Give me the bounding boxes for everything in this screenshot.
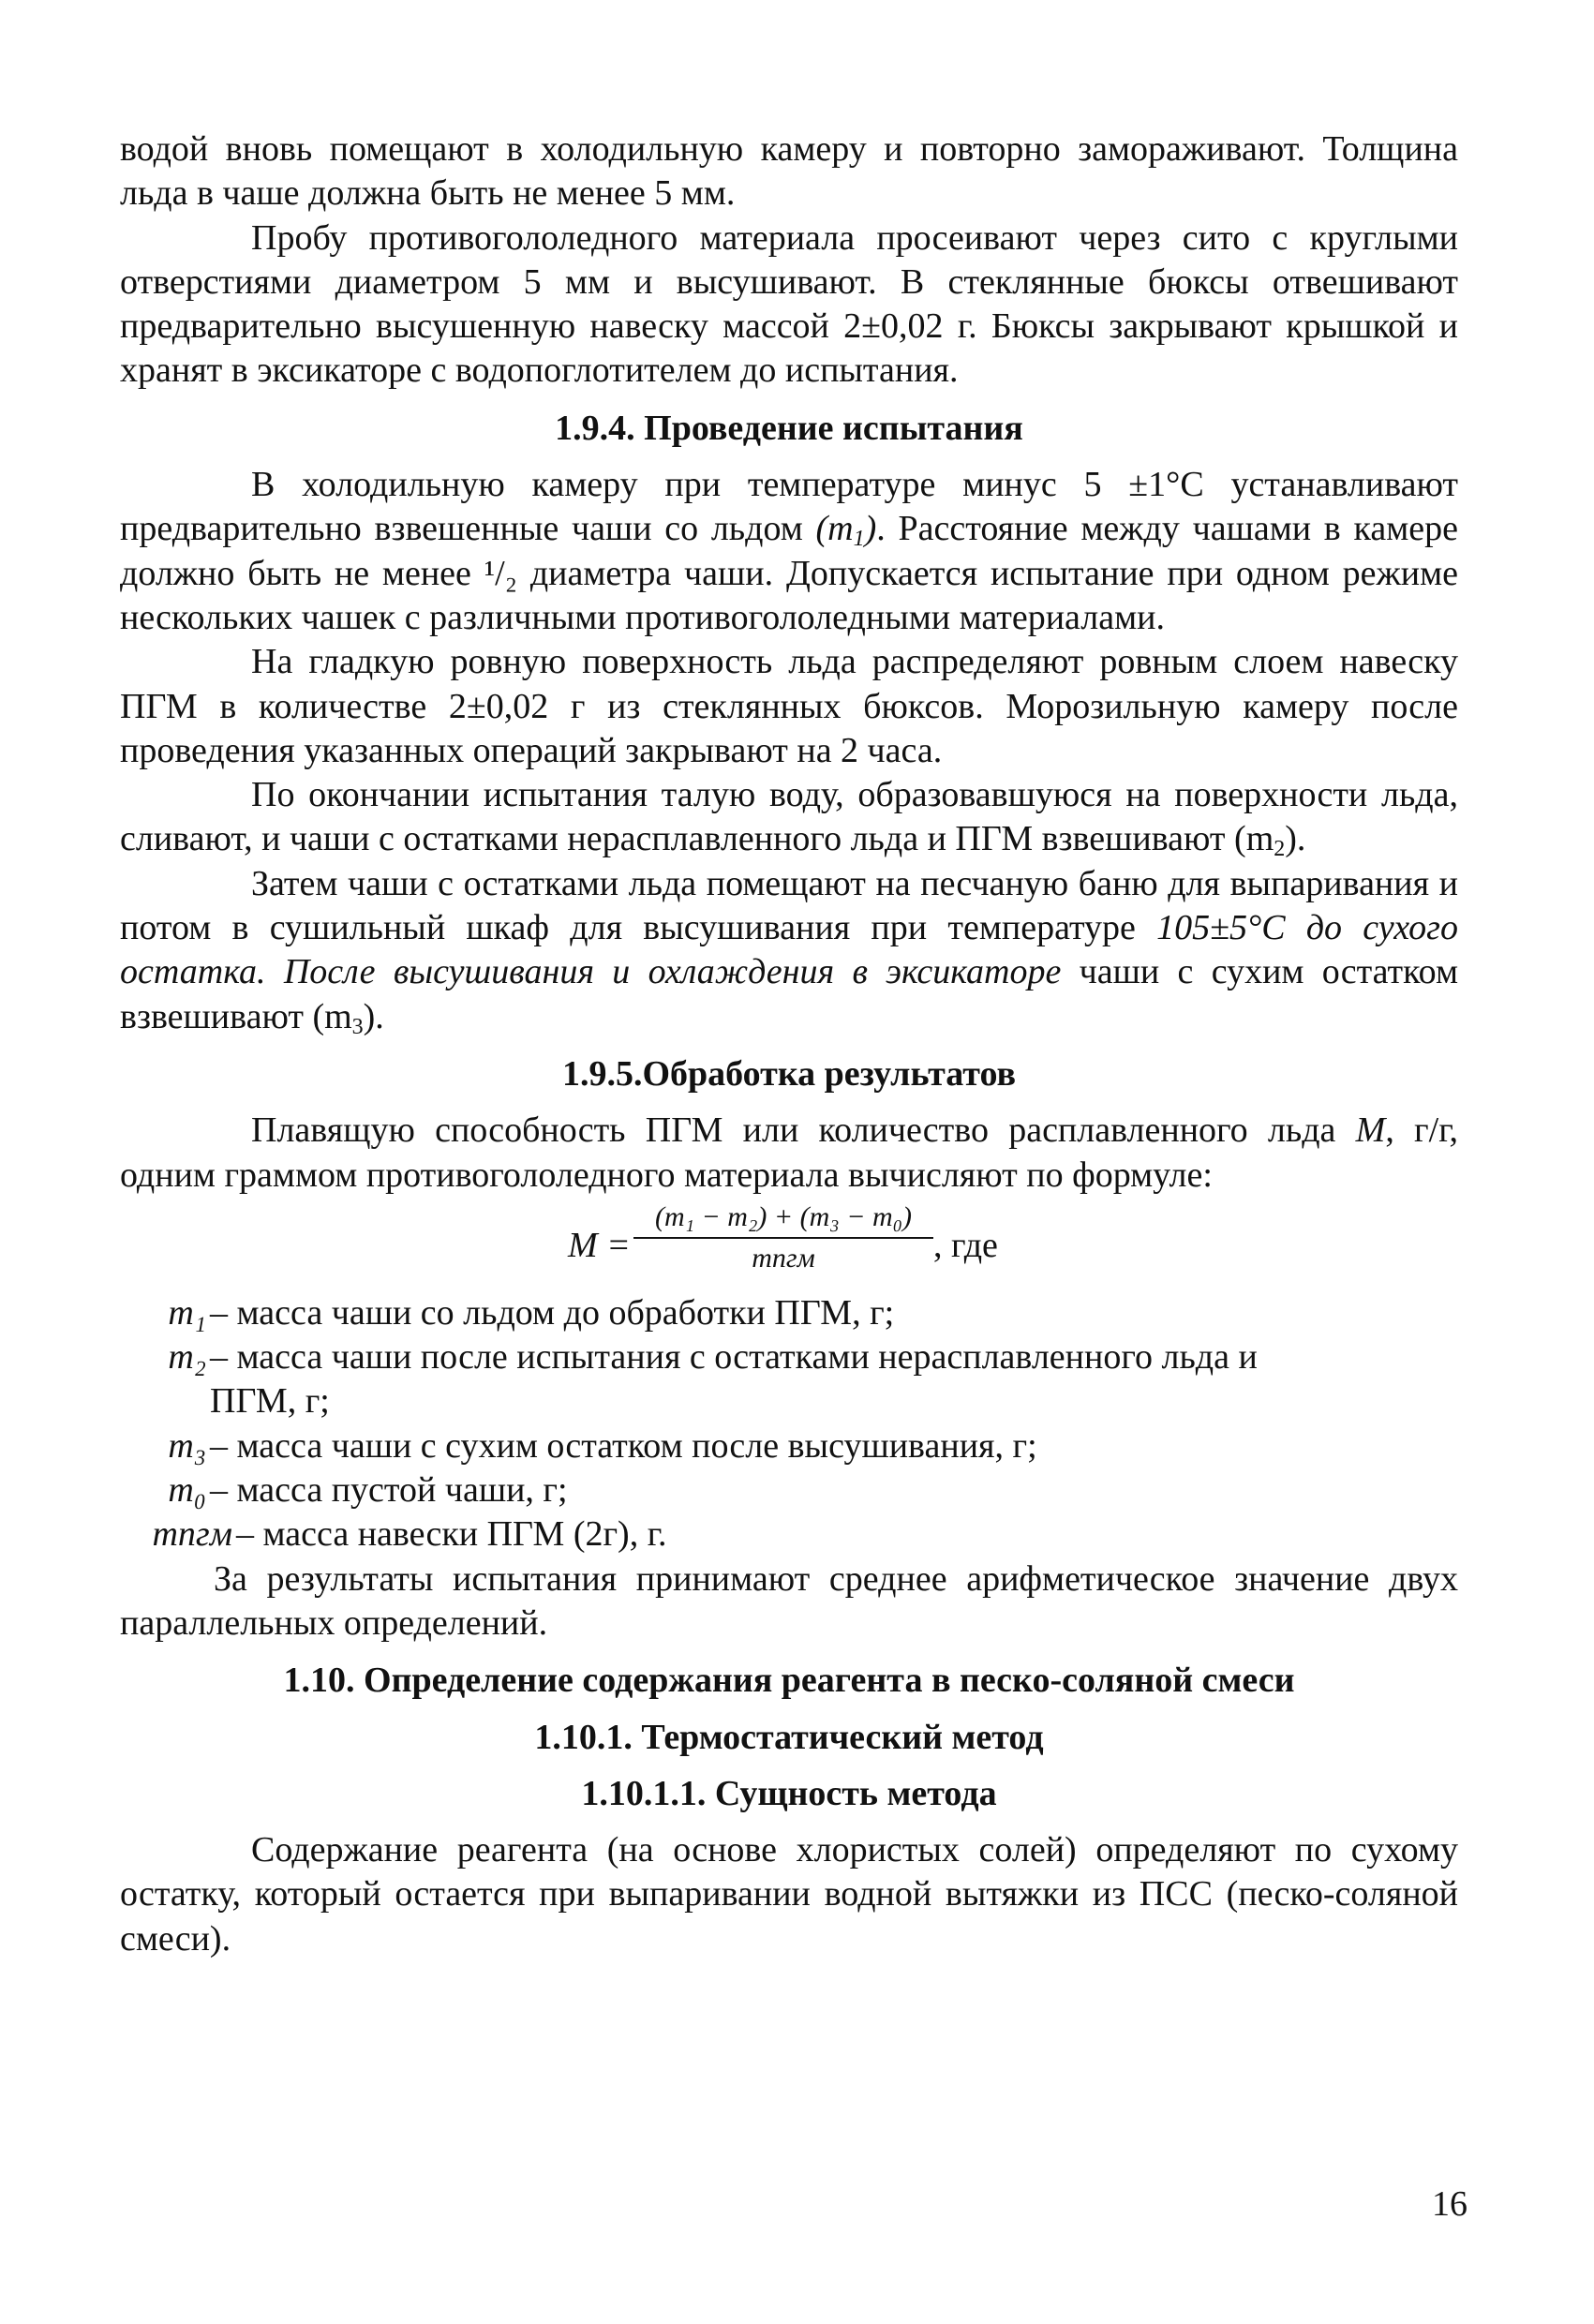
heading-1-10-1-1: 1.10.1.1. Сущность метода <box>581 1773 997 1813</box>
definition-text: – масса чаши с сухим остатком после высушивания, г; <box>210 1425 1037 1466</box>
symbol-paren: ) <box>864 509 877 549</box>
definition-symbol: m₂ <box>168 1337 206 1378</box>
fraction-half: ¹/₂ <box>484 553 517 593</box>
definition-text: – масса навески ПГМ (2г), г. <box>236 1514 667 1555</box>
definition-text: – масса пустой чаши, г; <box>210 1470 568 1511</box>
text-segment: Плавящую способность ПГМ или количество расплавленного льда <box>251 1110 1356 1151</box>
formula-where: , где <box>933 1225 998 1265</box>
definition-m2 <box>120 1335 1458 1379</box>
definition-symbol: m₁ <box>168 1292 206 1333</box>
text-segment: ). <box>363 996 384 1036</box>
definition-symbol: mпгм <box>152 1514 232 1555</box>
heading-1-10-1: 1.10.1. Термостатический метод <box>534 1717 1044 1757</box>
definition-text: – масса чаши со льдом до обработки ПГМ, г; <box>210 1292 895 1333</box>
document-page <box>120 127 1458 1961</box>
paragraph-method-essence: Содержание реагента (на основе хлористых солей) определяют по сухому остатку, который остается при выпаривании водной вытяжки из ПСС (песко-соляной смеси). <box>120 1830 1458 1959</box>
definition-text: – масса чаши после испытания с остатками нерасплавленного льда и <box>210 1337 1258 1378</box>
definition-mpgm <box>120 1512 1458 1557</box>
definition-m1 <box>120 1291 1458 1335</box>
formula-fraction <box>633 1199 933 1274</box>
text-segment: , г/г, одним граммом противогололедного материала вычисляют по формуле: <box>120 1110 1458 1195</box>
heading-1-10: 1.10. Определение содержания реагента в песко-соляной смеси <box>283 1661 1295 1701</box>
heading-1-9-5: 1.9.5.Обработка результатов <box>561 1053 1017 1094</box>
paragraph-drying <box>120 862 1458 1039</box>
text-segment: Затем чаши с остатками льда помещают на песчаную баню для выпаривания и потом в сушильный шкаф для высушивания при температуре <box>120 863 1458 948</box>
definition-symbol: m₃ <box>168 1425 206 1466</box>
definition-text: ПГМ, г; <box>210 1381 330 1422</box>
paragraph-test-end <box>120 773 1458 862</box>
symbol-m: (m <box>815 509 854 549</box>
heading-1-9-4: 1.9.4. Проведение испытания <box>555 408 1023 448</box>
definitions-list <box>120 1291 1458 1557</box>
fraction-bar <box>633 1237 933 1239</box>
text-segment: . Расстояние между чашами в камере должно быть не менее <box>120 509 1459 593</box>
symbol-subscript: 2 <box>1274 837 1286 862</box>
text-segment: ). <box>1285 819 1306 859</box>
text-segment: чаши с сухим остатком взвешивают (m <box>120 952 1459 1036</box>
paragraph-sample-prep: Пробу противогололедного материала просеивают через сито с круглыми отверстиями диаметром 5 мм и высушивают. В стеклянные бюксы отвешивают предварительно высушенную навеску массой 2±0,02 г. Бюксы закрывают крышкой и хранят в эксикаторе с водопоглотителем до испытания. <box>120 217 1458 391</box>
definition-m0 <box>120 1468 1458 1512</box>
text-segment: По окончании испытания талую воду, образовавшуюся на поверхности льда, сливают, и чаши с остатками нерасплавленного льда и ПГМ взвешивают (m <box>120 775 1458 859</box>
definition-symbol-blank <box>120 1379 210 1423</box>
page-number: 16 <box>1432 2184 1467 2224</box>
text-segment: диаметра чаши. Допускается испытание при одном режиме нескольких чашек с различными противогололедными материалами. <box>120 553 1458 637</box>
definition-m2-continuation <box>120 1379 1458 1423</box>
paragraph-melting-capacity <box>120 1109 1458 1198</box>
paragraph-reagent-spread: На гладкую ровную поверхность льда распределяют ровным слоем навеску ПГМ в количестве 2±0,02 г из стеклянных бюксов. Морозильную камеру после проведения указанных операций закрывают на 2 часа. <box>120 642 1458 770</box>
symbol-subscript: 3 <box>351 1014 364 1039</box>
formula-lhs: M = <box>568 1225 631 1265</box>
formula-melting-capacity <box>120 1198 1458 1291</box>
paragraph-1: водой вновь помещают в холодильную камеру и повторно замораживают. Толщина льда в чаше должна быть не менее 5 мм. <box>120 129 1458 214</box>
text-temperature-italic: 105±5°С до сухого остатка. После высушивания и охлаждения в эксикаторе <box>120 908 1458 992</box>
definition-m3 <box>120 1424 1458 1468</box>
symbol-subscript: 1 <box>853 527 865 552</box>
symbol-M: М <box>1355 1110 1386 1151</box>
paragraph-result: За результаты испытания принимают среднее арифметическое значение двух параллельных определений. <box>120 1558 1458 1643</box>
symbol-m1 <box>815 509 877 552</box>
text-segment: В холодильную камеру при температуре минус 5 ±1°С устанавливают предварительно взвешенные чаши со льдом <box>120 465 1458 549</box>
paragraph-test-setup <box>120 463 1458 640</box>
formula-numerator: (m₁ − m₂) + (m₃ − m₀) <box>654 1200 913 1232</box>
definition-symbol: m₀ <box>168 1470 206 1511</box>
formula-denominator: mпгм <box>752 1242 815 1274</box>
